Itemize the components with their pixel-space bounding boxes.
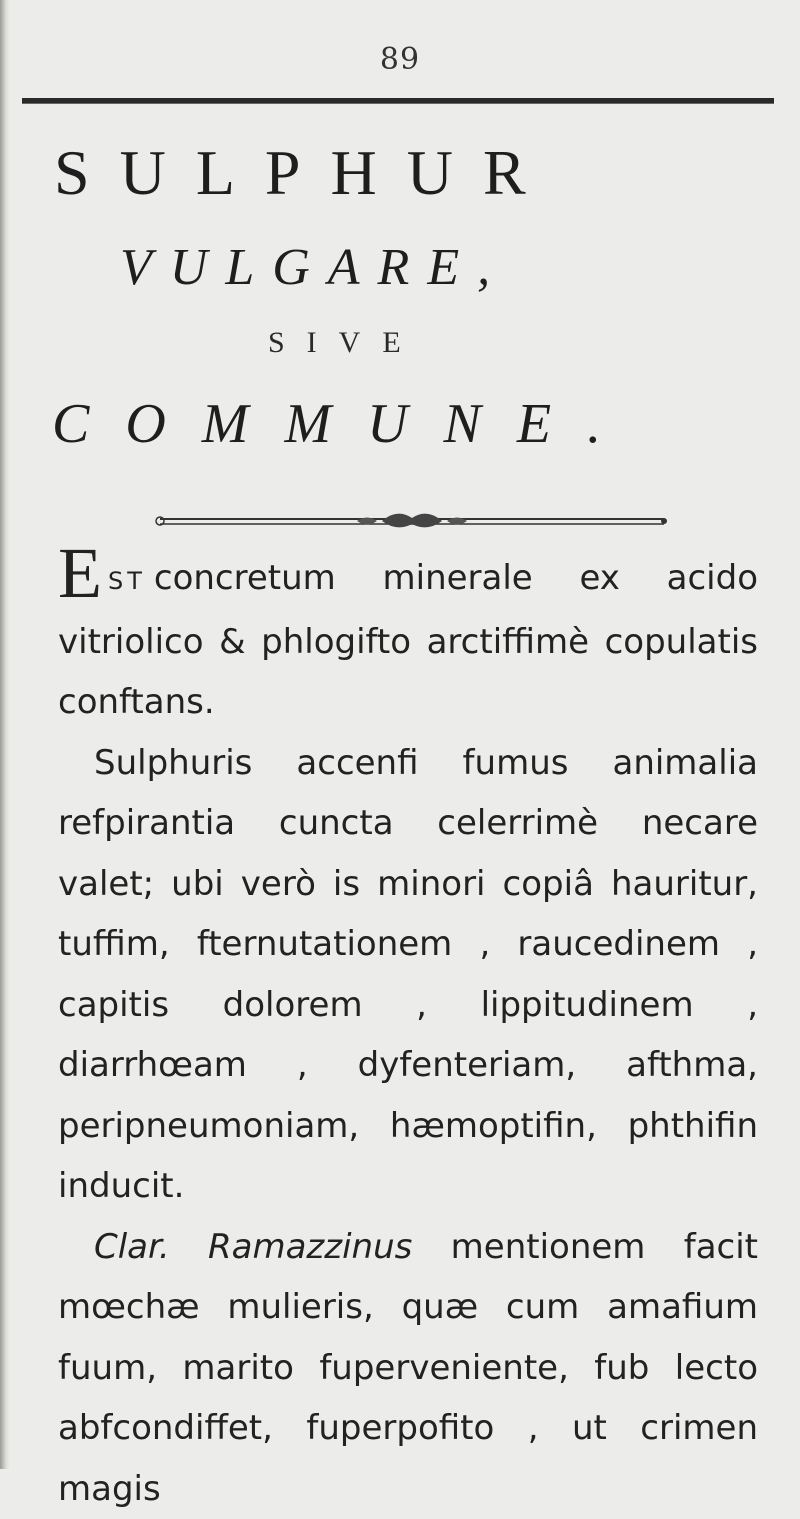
paragraph-anecdote-text: mentionem facit mœchæ mulieris, quæ cum amafium fuum, marito fuperveniente, fub lecto abfcondiffet, fuperpofito , ut crimen magis xyxy=(58,1227,758,1509)
page-number: 89 xyxy=(0,42,800,77)
header-rule xyxy=(22,98,774,104)
paragraph-definition-text: concretum minerale ex acido vitriolico & phlogifto arctiffimè copulatis conftans. xyxy=(58,558,758,722)
title-commune: COMMUNE. xyxy=(52,392,637,456)
paragraph-anecdote xyxy=(58,1217,758,1519)
paragraph-definition xyxy=(58,548,758,733)
title-sive: SIVE xyxy=(268,326,423,360)
ornament-divider xyxy=(152,506,672,536)
drop-cap: E xyxy=(58,533,102,613)
drop-cap-continuation: ST xyxy=(108,567,146,595)
paragraph-effects: Sulphuris accenfi fumus animalia refpirantia cuncta celerrimè necare valet; ubi verò is minori copiâ hauritur, tuffim, fternutationem , raucedinem , capitis dolorem , lippitudinem , diarrhœam , dyfenteriam, afthma, peripneumoniam, hæmoptifin, phthifin inducit. xyxy=(58,733,758,1217)
page-edge-shadow xyxy=(0,0,10,1469)
body-text xyxy=(58,548,758,1519)
author-citation: Clar. Ramazzinus xyxy=(94,1227,412,1267)
title-vulgare: VULGARE, xyxy=(120,238,508,297)
title-sulphur: SULPHUR xyxy=(54,136,614,210)
